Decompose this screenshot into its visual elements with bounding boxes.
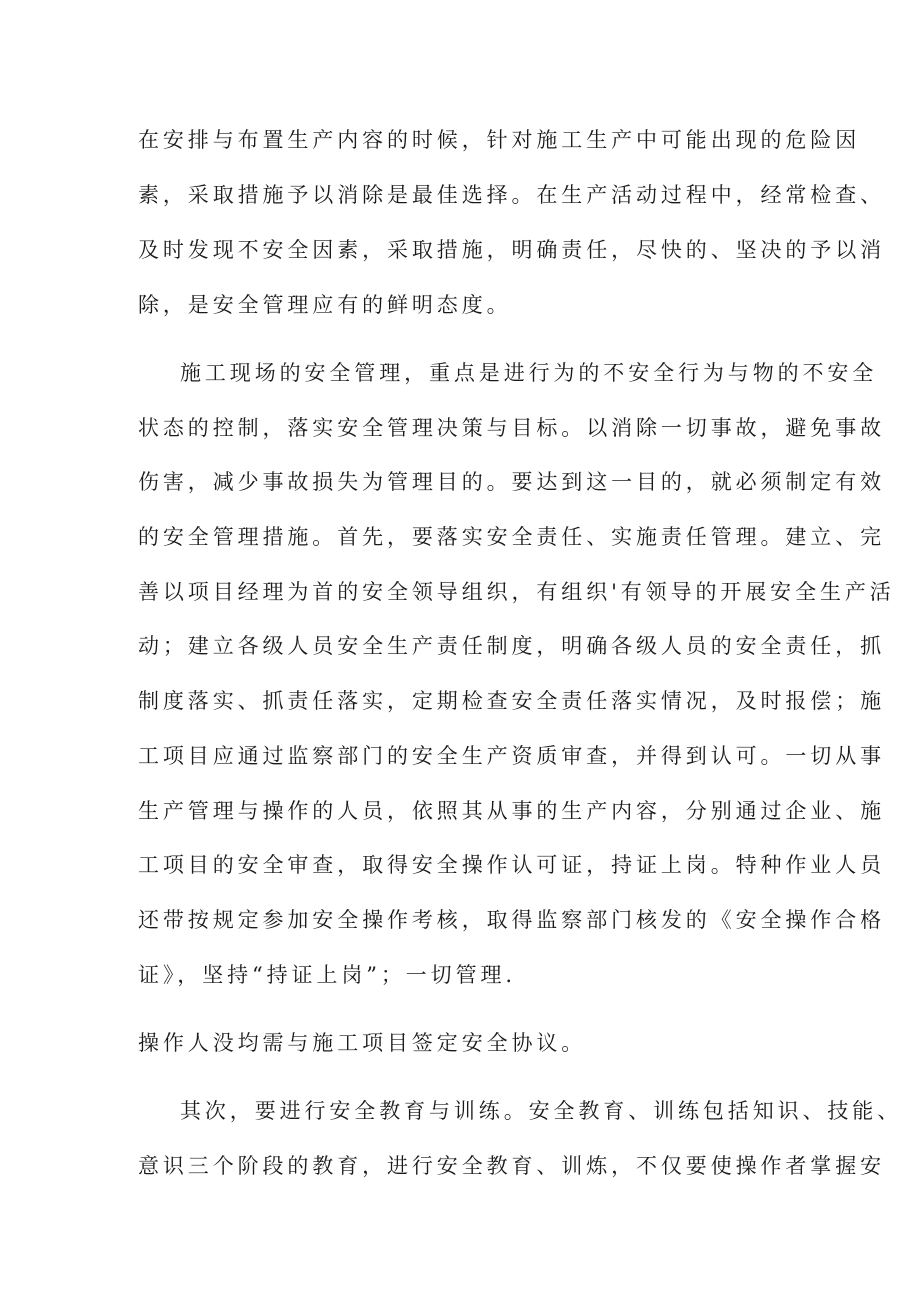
text-line: 操作人没均需与施工项目签定安全协议。 [138,1031,587,1055]
text-line: 及时发现不安全因素，采取措施，明确责任，尽快的、坚决的予以消 [138,238,885,262]
text-line: 善以项目经理为首的安全领导组织，有组织'有领导的开展安全生产活 [138,580,895,604]
text-line: 还带按规定参加安全操作考核，取得监察部门核发的《安全操作合格 [138,908,885,932]
text-line: 的安全管理措施。首先，要落实安全责任、实施责任管理。建立、完 [138,525,885,549]
text-line: 在安排与布置生产内容的时候，针对施工生产中可能出现的危险因 [138,128,861,152]
text-line: 素，采取措施予以消除是最佳选择。在生产活动过程中，经常检查、 [138,183,885,207]
text-line: 工项目应通过监察部门的安全生产资质审查，并得到认可。一切从事 [138,744,885,768]
text-line: 除，是安全管理应有的鲜明态度。 [138,293,512,317]
text-line: 生产管理与操作的人员，依照其从事的生产内容，分别通过企业、施 [138,799,885,823]
text-line: 伤害，减少事故损失为管理目的。要达到这一目的，就必须制定有效 [138,470,885,494]
text-line: 其次，要进行安全教育与训练。安全教育、训练包括知识、技能、 [180,1099,903,1123]
text-line: 证》，坚持“持证上岗”；一切管理. [138,963,516,987]
text-line: 意识三个阶段的教育，进行安全教育、训炼，不仅要使操作者掌握安 [138,1154,885,1178]
text-line: 工项目的安全审查，取得安全操作认可证，持证上岗。特种作业人员 [138,853,885,877]
text-line: 施工现场的安全管理，重点是进行为的不安全行为与物的不安全 [180,361,878,385]
text-line: 动；建立各级人员安全生产责任制度，明确各级人员的安全责任，抓 [138,634,885,658]
text-line: 状态的控制，落实安全管理决策与目标。以消除一切事故，避免事故 [138,416,885,440]
text-line: 制度落实、抓责任落实，定期检查安全责任落实情况，及时报偿；施 [138,689,885,713]
